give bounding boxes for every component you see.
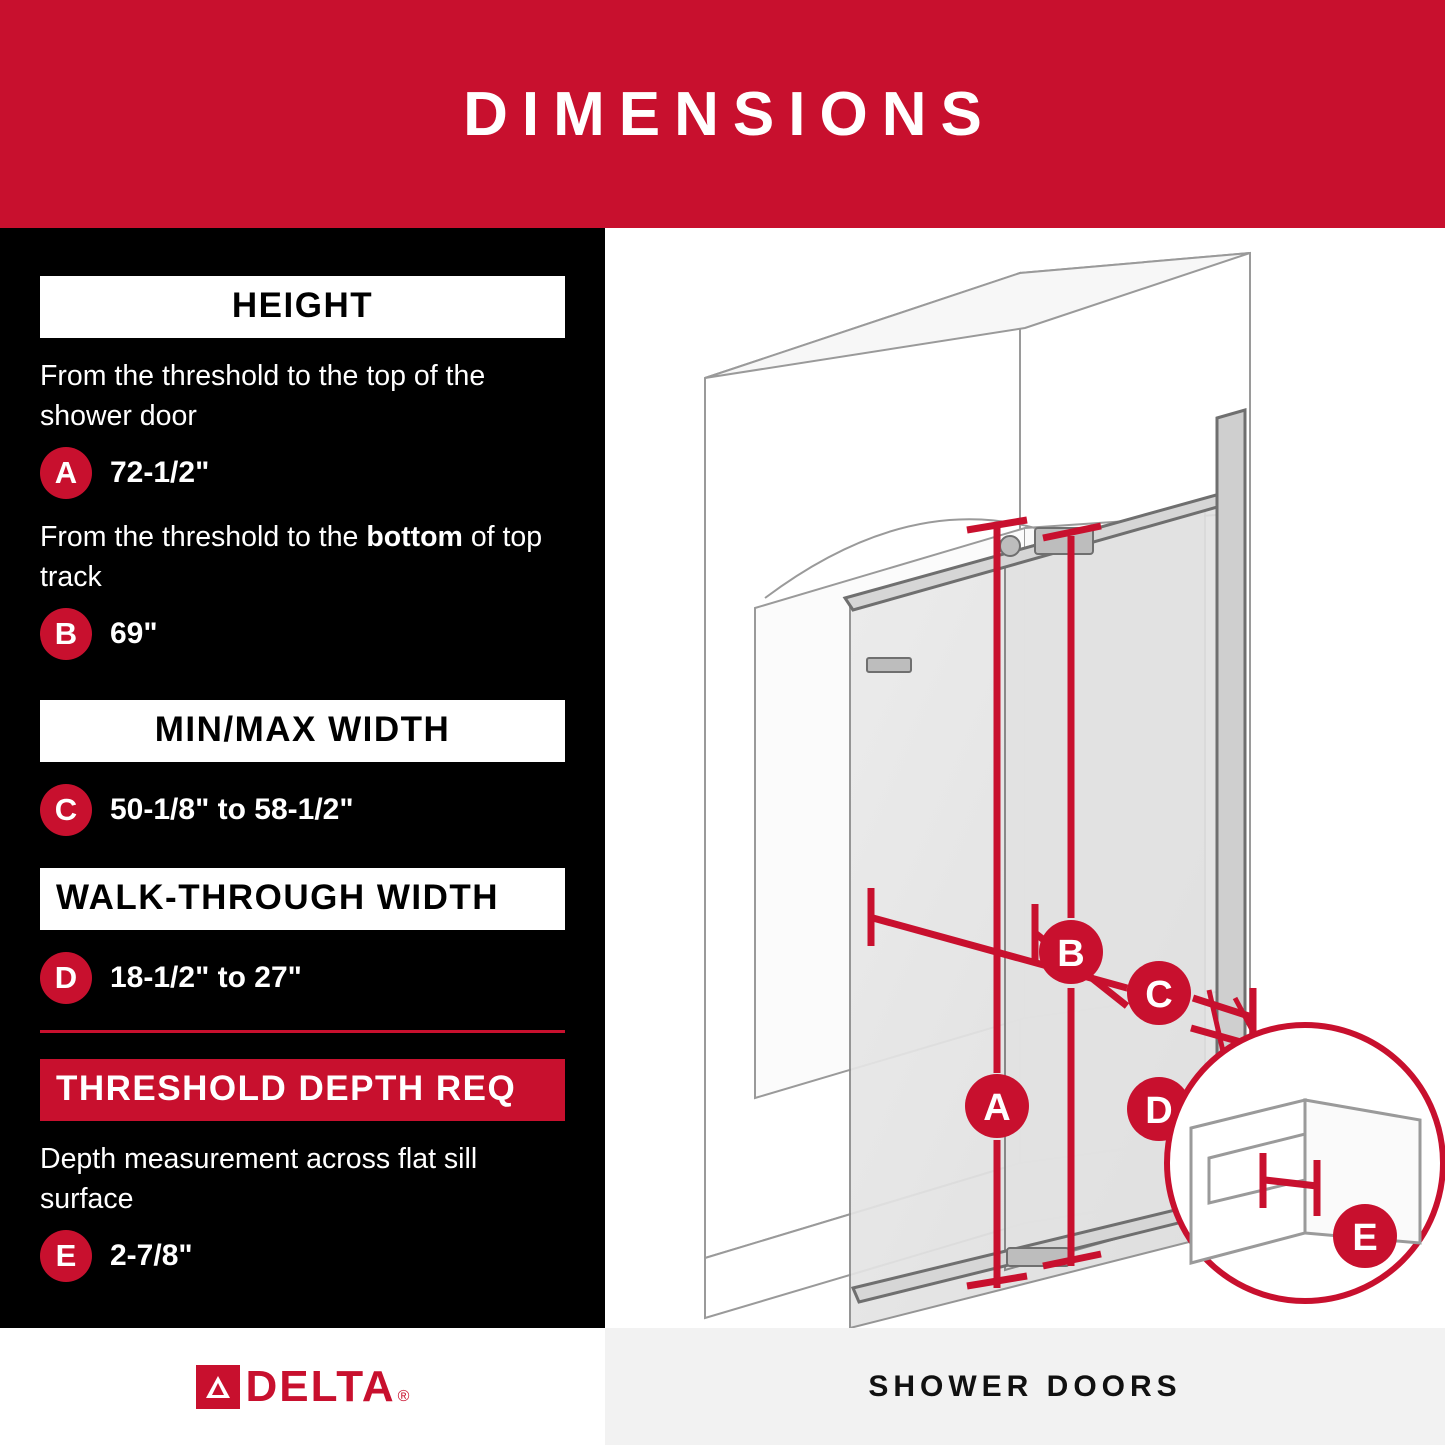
section-banner-threshold-depth: THRESHOLD DEPTH REQ [40,1059,565,1121]
callout-d-label: D [1145,1090,1173,1132]
measurement-value-b: 69" [110,616,158,650]
page-title: DIMENSIONS [463,79,996,149]
height-description-b-suffix: of top track [40,520,543,594]
category-footer [605,1328,1445,1445]
badge-e: E [40,1230,92,1282]
measurement-value-a: 72-1/2" [110,455,210,489]
delta-wordmark: DELTA [245,1361,396,1411]
section-banner-walk-through-width: WALK-THROUGH WIDTH [40,868,565,930]
height-description-b [40,517,565,598]
measurement-row-b [40,608,565,660]
section-banner-min-max-width: MIN/MAX WIDTH [40,700,565,762]
measurement-row-a [40,447,565,499]
measurement-row-e [40,1230,565,1282]
height-description-b-bold: bottom [366,520,463,553]
measurement-row-d [40,952,565,1004]
height-description-b-prefix: From the threshold to the [40,520,367,553]
threshold-description: Depth measurement across flat sill surface [40,1142,478,1216]
category-label: SHOWER DOORS [868,1369,1182,1403]
registered-mark: ® [397,1387,410,1405]
badge-d: D [40,952,92,1004]
measurement-row-c [40,784,565,836]
measurement-value-d: 18-1/2" to 27" [110,960,302,994]
callout-e-label: E [1352,1217,1378,1259]
callout-b-label: B [1057,933,1085,975]
header-banner [0,0,1445,228]
height-description-a-text: From the threshold to the top of the shower door [40,360,486,433]
shower-door-illustration [605,228,1445,1328]
badge-a: A [40,447,92,499]
badge-b: B [40,608,92,660]
spacer [40,674,565,700]
callout-a-label: A [983,1087,1011,1129]
section-divider [40,1030,565,1033]
specifications-panel [0,228,605,1328]
delta-logo [196,1362,410,1412]
delta-triangle-icon [196,1365,240,1409]
height-description-a [40,356,565,437]
measurement-value-e: 2-7/8" [110,1238,193,1272]
measurement-value-c: 50-1/8" to 58-1/2" [110,792,354,826]
badge-c: C [40,784,92,836]
callout-c-label: C [1145,974,1173,1016]
spacer [40,850,565,868]
brand-footer [0,1328,605,1445]
section-banner-height: HEIGHT [40,276,565,338]
